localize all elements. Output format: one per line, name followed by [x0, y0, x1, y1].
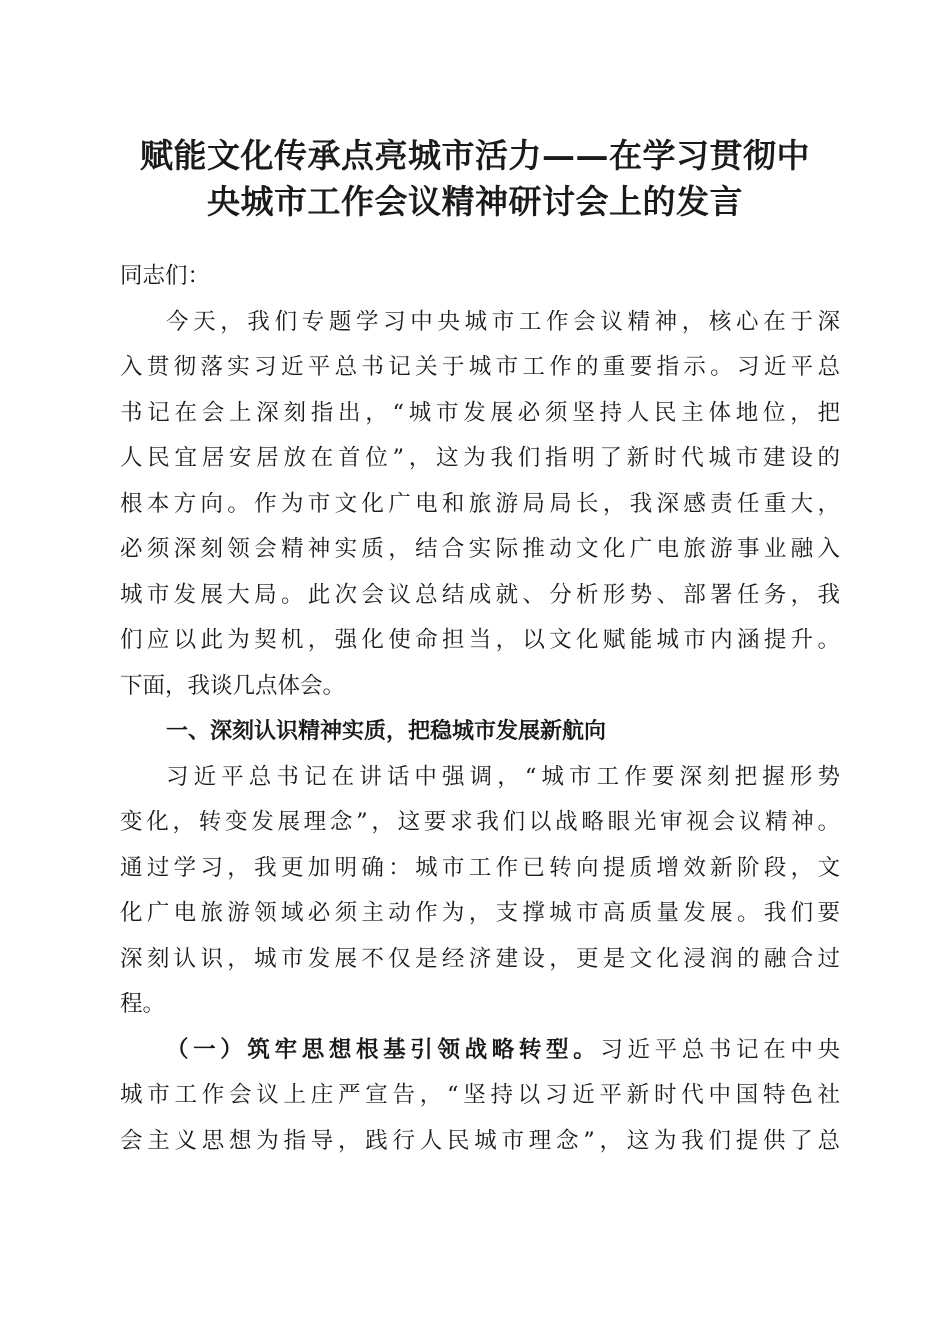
paragraph-line: 变化，转变发展理念”，这要求我们以战略眼光审视会议精神。 — [120, 809, 840, 835]
document-title — [100, 133, 850, 225]
paragraph-line: 人民宜居安居放在首位”，这为我们指明了新时代城市建设的 — [120, 445, 840, 471]
subsection-text: 习近平总书记在中央 — [600, 1036, 840, 1063]
paragraph-line: 下面，我谈几点体会。 — [120, 672, 346, 699]
paragraph-line: 城市发展大局。此次会议总结成就、分析形势、部署任务，我 — [120, 581, 840, 608]
paragraph-line: 书记在会上深刻指出，“城市发展必须坚持人民主体地位，把 — [120, 399, 840, 426]
title-line-1: 赋能文化传承点亮城市活力——在学习贯彻中 — [140, 136, 810, 175]
paragraph-line: 化广电旅游领域必须主动作为，支撑城市高质量发展。我们要 — [120, 900, 840, 926]
subsection1-paragraph — [120, 1028, 840, 1165]
paragraph-line: 今天，我们专题学习中央城市工作会议精神，核心在于深 — [166, 308, 840, 335]
paragraph-line: 们应以此为契机，强化使命担当，以文化赋能城市内涵提升。 — [120, 627, 840, 653]
paragraph-line: 通过学习，我更加明确：城市工作已转向提质增效新阶段，文 — [120, 854, 840, 881]
section-heading: 一、深刻认识精神实质，把稳城市发展新航向 — [166, 719, 607, 744]
title-line-2: 央城市工作会议精神研讨会上的发言 — [207, 182, 743, 221]
subsection-heading: （一）筑牢思想根基引领战略转型。 — [166, 1036, 601, 1063]
document-body — [120, 254, 840, 1164]
paragraph-line: 必须深刻领会精神实质，结合实际推动文化广电旅游事业融入 — [120, 536, 840, 562]
paragraph-line — [120, 1028, 840, 1074]
paragraph-line: 深刻认识，城市发展不仅是经济建设，更是文化浸润的融合过 — [120, 945, 840, 972]
paragraph-line: 程。 — [120, 991, 166, 1017]
paragraph-line: 城市工作会议上庄严宣告，“坚持以习近平新时代中国特色社 — [120, 1082, 840, 1108]
paragraph-line: 习近平总书记在讲话中强调，“城市工作要深刻把握形势 — [166, 763, 840, 790]
paragraph-line: 会主义思想为指导，践行人民城市理念”，这为我们提供了总 — [120, 1127, 840, 1154]
paragraph-line: 根本方向。作为市文化广电和旅游局局长，我深感责任重大， — [120, 490, 840, 517]
salutation: 同志们： — [120, 263, 211, 289]
paragraph-line: 入贯彻落实习近平总书记关于城市工作的重要指示。习近平总 — [120, 354, 840, 380]
section1-paragraph — [120, 755, 840, 1028]
intro-paragraph — [120, 300, 840, 710]
